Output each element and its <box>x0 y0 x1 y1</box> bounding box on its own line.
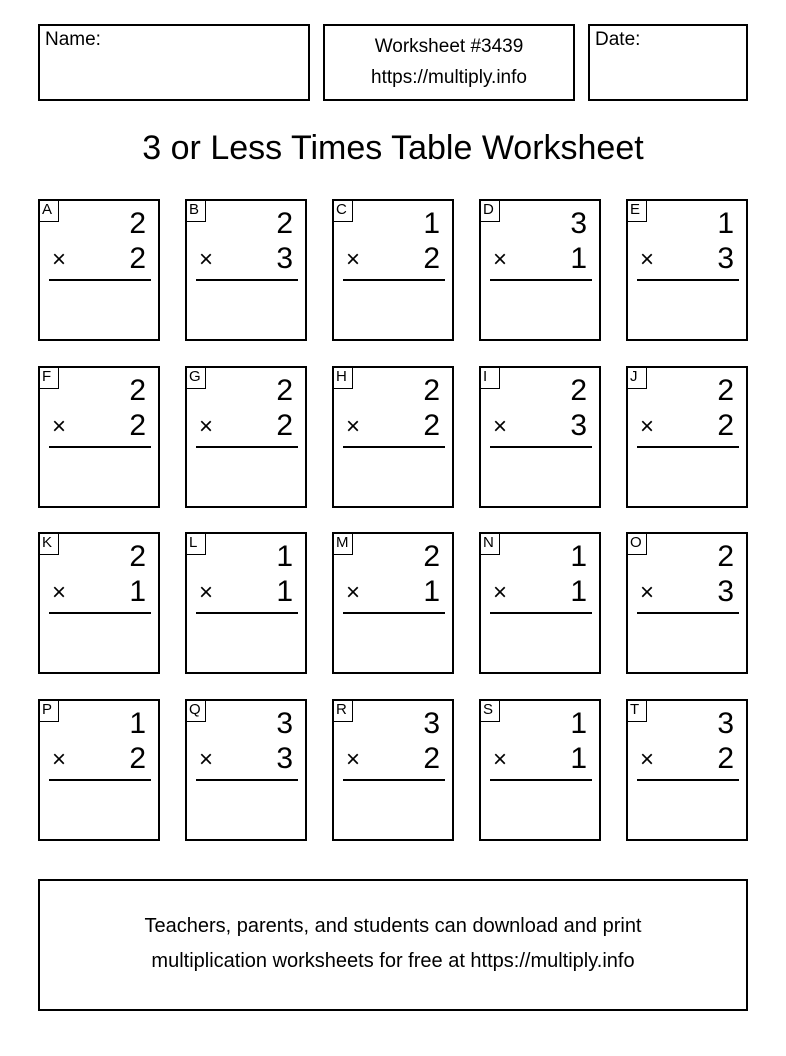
multiplier: 1 <box>570 742 587 775</box>
times-sign: × <box>640 746 655 773</box>
problem-card[interactable] <box>185 199 307 341</box>
multiplier: 2 <box>717 409 734 442</box>
problem-letter: R <box>332 699 353 722</box>
problem-card[interactable] <box>479 532 601 674</box>
answer-line <box>343 279 445 281</box>
times-sign: × <box>640 413 655 440</box>
name-label: Name: <box>45 29 101 50</box>
answer-line <box>637 612 739 614</box>
multiplier: 2 <box>423 409 440 442</box>
answer-line <box>196 446 298 448</box>
times-sign: × <box>199 413 214 440</box>
problem-card[interactable] <box>626 366 748 508</box>
multiplicand: 1 <box>129 707 146 740</box>
problem-letter: H <box>332 366 353 389</box>
times-sign: × <box>493 746 508 773</box>
times-sign: × <box>199 746 214 773</box>
answer-line <box>490 446 592 448</box>
problem-card[interactable] <box>479 366 601 508</box>
problem-card[interactable] <box>332 366 454 508</box>
times-sign: × <box>640 579 655 606</box>
multiplicand: 2 <box>129 540 146 573</box>
problem-card[interactable] <box>332 532 454 674</box>
multiplicand: 1 <box>570 707 587 740</box>
answer-line <box>49 612 151 614</box>
answer-line <box>49 779 151 781</box>
problem-letter: T <box>626 699 647 722</box>
problem-letter: L <box>185 532 206 555</box>
multiplier: 2 <box>129 409 146 442</box>
footer-line-1: Teachers, parents, and students can download and print <box>144 915 642 937</box>
times-sign: × <box>199 246 214 273</box>
problem-letter: O <box>626 532 647 555</box>
answer-line <box>490 779 592 781</box>
problem-card[interactable] <box>38 199 160 341</box>
worksheet-info-box <box>323 24 575 101</box>
answer-line <box>196 779 298 781</box>
date-box[interactable] <box>588 24 748 101</box>
answer-line <box>343 446 445 448</box>
multiplicand: 3 <box>570 207 587 240</box>
date-label: Date: <box>595 29 641 50</box>
problem-card[interactable] <box>626 199 748 341</box>
multiplier: 2 <box>129 242 146 275</box>
multiplier: 3 <box>276 742 293 775</box>
problem-letter: B <box>185 199 206 222</box>
worksheet-number: Worksheet #3439 <box>374 36 524 57</box>
times-sign: × <box>493 579 508 606</box>
times-sign: × <box>493 413 508 440</box>
multiplicand: 2 <box>129 374 146 407</box>
answer-line <box>49 446 151 448</box>
multiplier: 2 <box>423 242 440 275</box>
problem-card[interactable] <box>626 699 748 841</box>
problem-letter: G <box>185 366 206 389</box>
answer-line <box>196 612 298 614</box>
multiplier: 1 <box>129 575 146 608</box>
problem-letter: F <box>38 366 59 389</box>
problem-letter: E <box>626 199 647 222</box>
multiplicand: 1 <box>570 540 587 573</box>
times-sign: × <box>52 413 67 440</box>
multiplier: 2 <box>276 409 293 442</box>
footer-box <box>38 879 748 1011</box>
times-sign: × <box>52 579 67 606</box>
multiplicand: 1 <box>423 207 440 240</box>
multiplier: 1 <box>276 575 293 608</box>
problem-card[interactable] <box>185 532 307 674</box>
multiplicand: 2 <box>423 374 440 407</box>
multiplicand: 3 <box>717 707 734 740</box>
answer-line <box>196 279 298 281</box>
multiplier: 2 <box>717 742 734 775</box>
multiplicand: 2 <box>276 374 293 407</box>
answer-line <box>343 612 445 614</box>
times-sign: × <box>346 746 361 773</box>
answer-line <box>343 779 445 781</box>
times-sign: × <box>346 246 361 273</box>
times-sign: × <box>199 579 214 606</box>
multiplicand: 2 <box>423 540 440 573</box>
problem-letter: I <box>479 366 500 389</box>
answer-line <box>637 279 739 281</box>
problem-letter: Q <box>185 699 206 722</box>
name-box[interactable] <box>38 24 310 101</box>
problem-letter: N <box>479 532 500 555</box>
multiplicand: 1 <box>717 207 734 240</box>
multiplicand: 2 <box>717 540 734 573</box>
problem-card[interactable] <box>185 699 307 841</box>
multiplier: 3 <box>717 242 734 275</box>
problem-card[interactable] <box>38 699 160 841</box>
problem-letter: S <box>479 699 500 722</box>
problem-letter: J <box>626 366 647 389</box>
problem-card[interactable] <box>38 366 160 508</box>
multiplicand: 2 <box>717 374 734 407</box>
answer-line <box>490 612 592 614</box>
problem-letter: M <box>332 532 353 555</box>
times-sign: × <box>52 746 67 773</box>
multiplier: 1 <box>423 575 440 608</box>
problem-card[interactable] <box>38 532 160 674</box>
footer-line-2: multiplication worksheets for free at https://multiply.info <box>151 950 635 972</box>
problem-letter: K <box>38 532 59 555</box>
times-sign: × <box>640 246 655 273</box>
multiplicand: 3 <box>276 707 293 740</box>
times-sign: × <box>493 246 508 273</box>
times-sign: × <box>346 579 361 606</box>
problem-letter: P <box>38 699 59 722</box>
worksheet-url[interactable]: https://multiply.info <box>371 67 527 88</box>
multiplicand: 2 <box>570 374 587 407</box>
problem-card[interactable] <box>332 699 454 841</box>
multiplicand: 3 <box>423 707 440 740</box>
times-sign: × <box>346 413 361 440</box>
problem-card[interactable] <box>479 699 601 841</box>
problem-letter: C <box>332 199 353 222</box>
multiplier: 2 <box>129 742 146 775</box>
problem-card[interactable] <box>479 199 601 341</box>
multiplicand: 1 <box>276 540 293 573</box>
problem-letter: D <box>479 199 500 222</box>
multiplier: 3 <box>276 242 293 275</box>
answer-line <box>637 779 739 781</box>
multiplier: 3 <box>717 575 734 608</box>
multiplier: 1 <box>570 242 587 275</box>
problem-letter: A <box>38 199 59 222</box>
multiplicand: 2 <box>129 207 146 240</box>
multiplicand: 2 <box>276 207 293 240</box>
multiplier: 2 <box>423 742 440 775</box>
problem-card[interactable] <box>185 366 307 508</box>
times-sign: × <box>52 246 67 273</box>
answer-line <box>637 446 739 448</box>
problem-card[interactable] <box>332 199 454 341</box>
page-title: 3 or Less Times Table Worksheet <box>142 129 644 167</box>
answer-line <box>49 279 151 281</box>
multiplier: 1 <box>570 575 587 608</box>
answer-line <box>490 279 592 281</box>
multiplier: 3 <box>570 409 587 442</box>
problem-card[interactable] <box>626 532 748 674</box>
